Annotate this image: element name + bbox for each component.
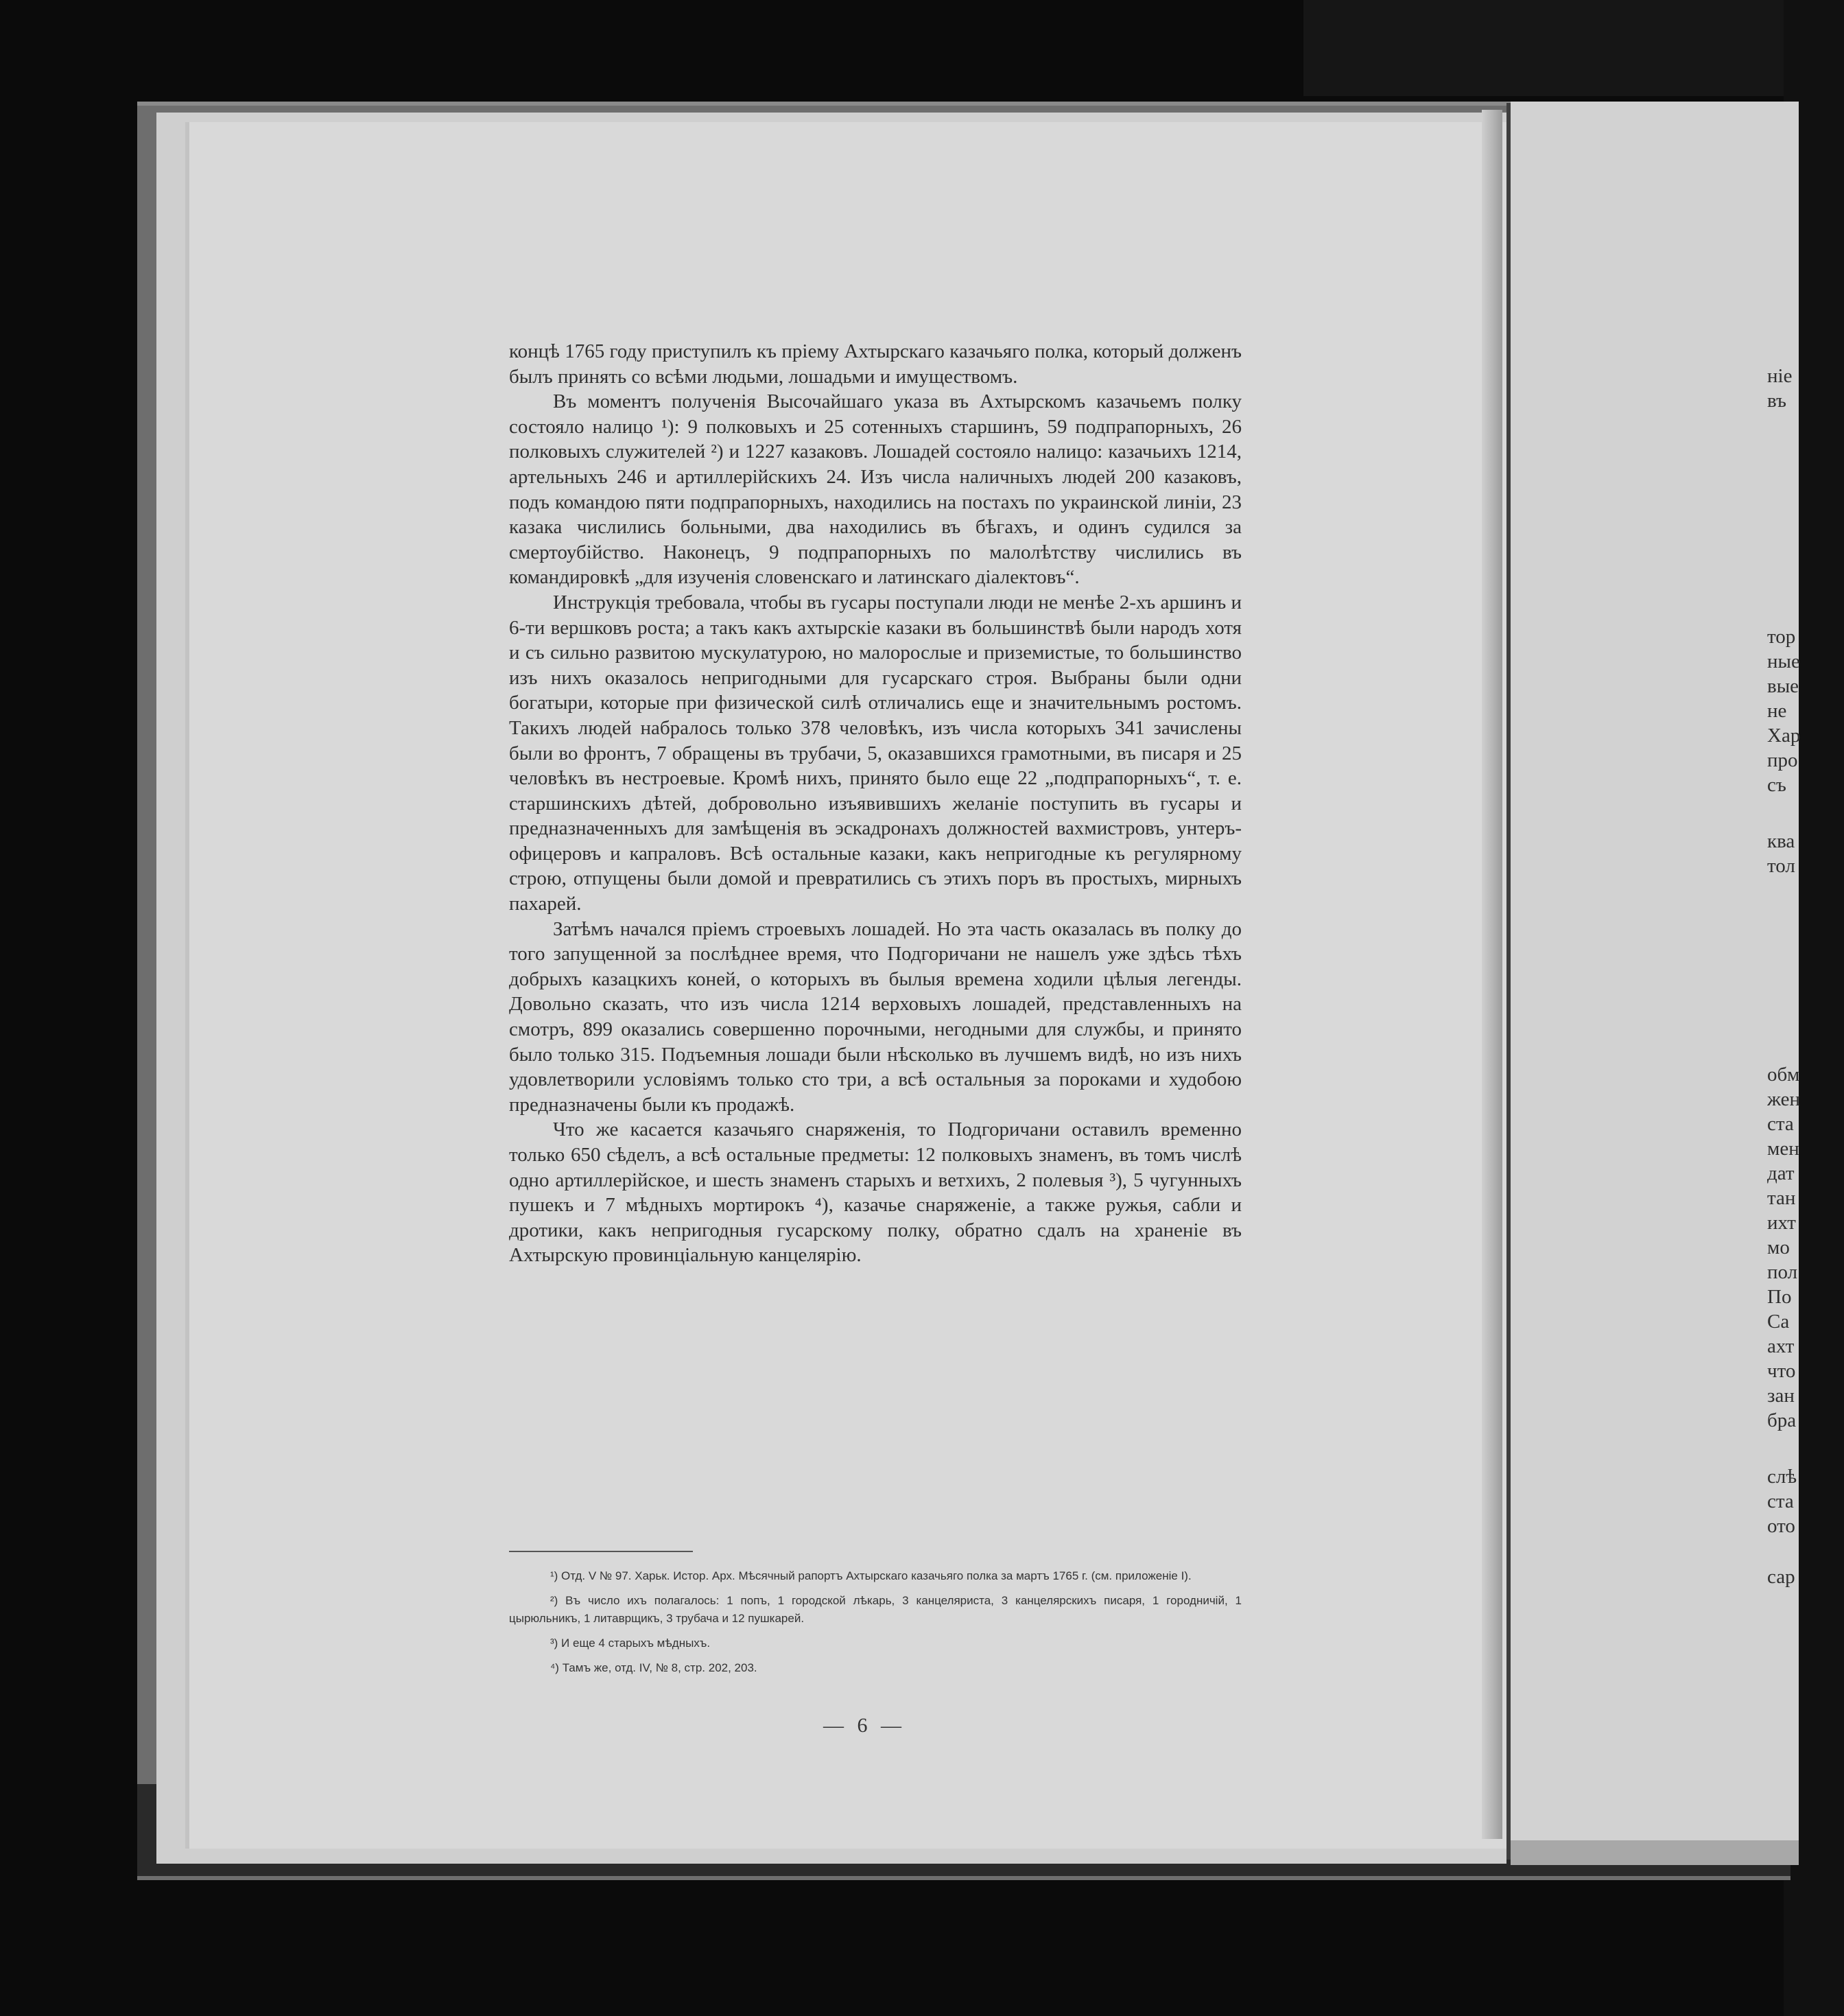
right-fragment: ные <box>1767 650 1800 672</box>
right-fragment: не <box>1767 700 1787 722</box>
right-fragment: съ <box>1767 774 1786 796</box>
right-fragment: про <box>1767 749 1798 771</box>
right-page <box>1511 102 1799 1865</box>
right-fragment: тан <box>1767 1187 1796 1209</box>
right-fragment: По <box>1767 1286 1792 1308</box>
right-fragment: ото <box>1767 1515 1795 1537</box>
right-fragment: ста <box>1767 1113 1794 1135</box>
right-fragment: ихт <box>1767 1212 1796 1234</box>
footnote-rule <box>509 1551 693 1552</box>
right-fragment: пол <box>1767 1261 1798 1283</box>
right-fragment: бра <box>1767 1409 1797 1431</box>
right-fragment: ква <box>1767 830 1795 852</box>
right-fragment: тор <box>1767 626 1796 648</box>
right-fragment: жен <box>1767 1088 1801 1110</box>
right-fragment: ахт <box>1767 1335 1795 1357</box>
footnote: ¹) Отд. V № 97. Харьк. Истор. Арх. Мѣсячный рапортъ Ахтырскаго казачьяго полка за мартъ 1765 г. (см. приложеніе I). <box>550 1569 1192 1582</box>
right-fragment: въ <box>1767 390 1786 412</box>
right-fragment: что <box>1767 1360 1796 1382</box>
paragraph: Затѣмъ начался пріемъ строевыхъ лошадей. Но эта часть оказалась въ полку до того запущенной за послѣднее время, что Подгоричани не нашелъ уже здѣсь тѣхъ добрыхъ казацкихъ коней, о которыхъ въ былыя времена ходили цѣлыя легенды. Довольно сказать, что изъ числа 1214 верховыхъ лошадей, представленныхъ на смотръ, 899 оказались совершенно порочными, негодными для службы, и принято было только 315. Подъемныя лошади были нѣсколько въ лучшемъ видѣ, но изъ нихъ удовлетворили условіямъ только сто три, а всѣ остальныя за пороками и худобою предназначены были къ продажѣ. <box>509 917 1242 1116</box>
right-fragment: слѣ <box>1767 1466 1797 1488</box>
right-fragment: зан <box>1767 1385 1795 1407</box>
right-fragment: тол <box>1767 855 1795 877</box>
right-fragment: сар <box>1767 1566 1795 1588</box>
right-fragment: Хар <box>1767 725 1801 747</box>
right-fragment: мо <box>1767 1236 1790 1258</box>
right-fragment: обм <box>1767 1064 1800 1086</box>
footnotes <box>509 1567 1242 1677</box>
paragraph: концѣ 1765 году приступилъ къ пріему Ахтырскаго казачьяго полка, который долженъ былъ принять со всѣми людьми, лошадьми и имуществомъ. <box>509 340 1242 388</box>
page-number: — 6 — <box>823 1714 906 1737</box>
body-text <box>509 339 1242 1268</box>
right-fragment: дат <box>1767 1162 1795 1184</box>
footnote: ³) И еще 4 старыхъ мѣдныхъ. <box>550 1637 711 1650</box>
footnote: ²) Въ число ихъ полагалось: 1 попъ, 1 городской лѣкарь, 3 канцеляриста, 3 канцелярскихъ писаря, 1 городничій, 1 цырюльникъ, 1 литаврщикъ, 3 трубача и 12 пушкарей. <box>509 1594 1242 1625</box>
paragraph: Въ моментъ полученія Высочайшаго указа въ Ахтырскомъ казачьемъ полку состояло налицо ¹): 9 полковыхъ и 25 сотенныхъ старшинъ, 59 подпрапорныхъ, 26 полковыхъ служителей ²) и 1227 казаковъ. Лошадей состояло налицо: казачьихъ 1214, артельныхъ 246 и артиллерійскихъ 24. Изъ числа наличныхъ людей 200 казаковъ, подъ командою пяти подпрапорныхъ, находились на постахъ по украинской линіи, 23 казака числились больными, два находились въ бѣгахъ, и одинъ судился за смертоубійство. Наконецъ, 9 подпрапорныхъ по малолѣтству числились въ командировкѣ „для изученія словенскаго и латинскаго діалектовъ“. <box>509 390 1242 589</box>
paragraph: Инструкція требовала, чтобы въ гусары поступали люди не менѣе 2-хъ аршинъ и 6-ти вершковъ роста; а такъ какъ ахтырскіе казаки въ большинствѣ были народъ хотя и съ сильно развитою мускулатурою, но малорослые и приземистые, то большинство изъ нихъ оказалось непригодными для гусарскаго строя. Выбраны были одни богатыри, которые при физической силѣ отличались еще и значительнымъ ростомъ. Такихъ людей набралось только 378 человѣкъ, изъ числа которыхъ 341 зачислены были во фронтъ, 7 обращены въ трубачи, 5, оказавшихся грамотными, въ писаря и 25 человѣкъ въ нестроевые. Кромѣ нихъ, принято было еще 22 „подпрапорныхъ“, т. е. старшинскихъ дѣтей, добровольно изъявившихъ желаніе поступить въ гусары и предназначенныхъ для замѣщенія въ эскадронахъ должностей вахмистровъ, унтеръ-офицеровъ и капраловъ. Всѣ остальные казаки, какъ непригодные къ регулярному строю, отпущены были домой и превратились съ этихъ поръ въ простыхъ, мирныхъ пахарей. <box>509 591 1242 915</box>
right-fragment: Са <box>1767 1311 1790 1333</box>
paragraph: Что же касается казачьяго снаряженія, то Подгоричани оставилъ временно только 650 сѣделъ, а всѣ остальные предметы: 12 полковыхъ знаменъ, въ томъ числѣ одно артиллерійское, и шесть знаменъ старыхъ и ветхихъ, 2 полевыя ³), 5 чугунныхъ пушекъ и 7 мѣдныхъ мортирокъ ⁴), казачье снаряженіе, а также ружья, сабли и дротики, какъ непригодныя гусарскому полку, обратно сдалъ на храненіе въ Ахтырскую провинціальную канцелярію. <box>509 1118 1242 1267</box>
right-fragment: ста <box>1767 1490 1794 1512</box>
right-fragment: ніе <box>1767 365 1793 387</box>
right-fragment: вые <box>1767 675 1799 697</box>
footnote: ⁴) Тамъ же, отд. IV, № 8, стр. 202, 203. <box>550 1661 757 1674</box>
book-gutter <box>1482 110 1502 1839</box>
right-fragment: мен <box>1767 1138 1799 1160</box>
background-top <box>1303 0 1844 96</box>
right-page-edge <box>1511 1840 1799 1865</box>
